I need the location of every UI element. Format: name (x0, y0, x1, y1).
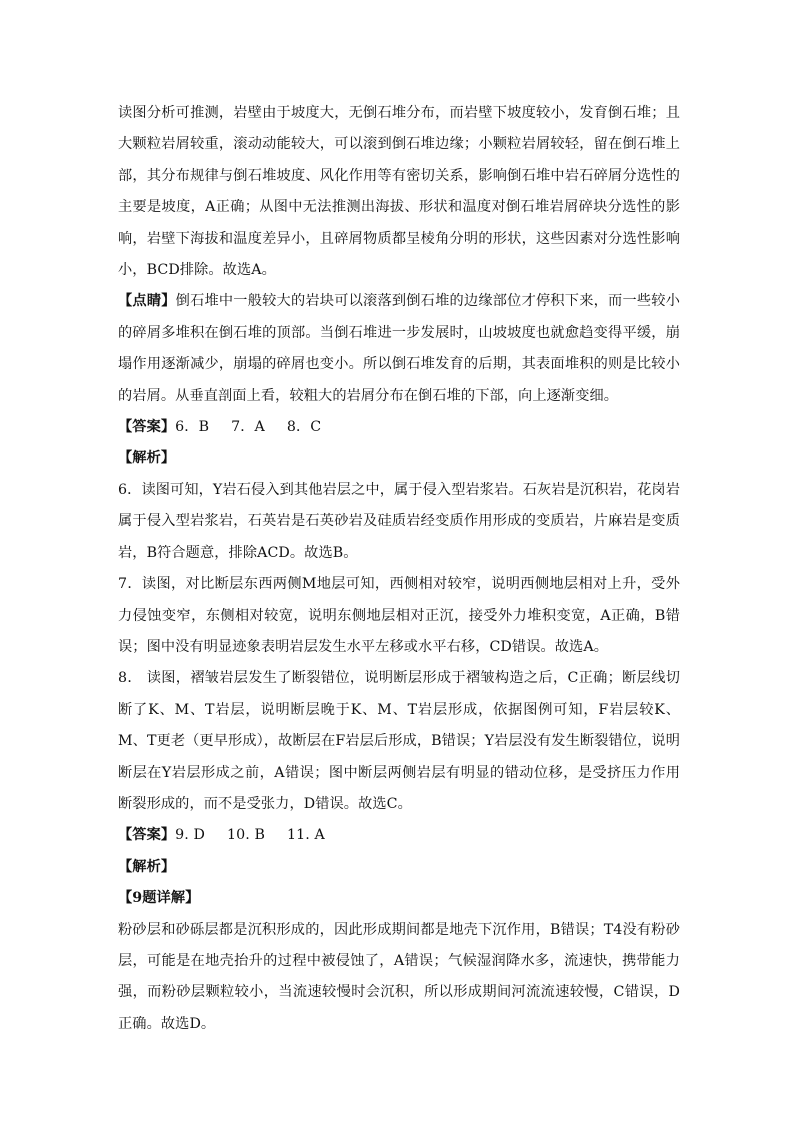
paragraph-q9: 粉砂层和砂砾层都是沉积形成的，因此形成期间都是地壳下沉作用，B错误；T4没有粉砂层，可能是在地壳抬升的过程中被侵蚀了，A错误；气候湿润降水多，流速快，携带能力强，而粉砂层颗粒较小，当流速较慢时会沉积，所以形成期间河流流速较慢，C错误，D正确。故选D。 (118, 921, 680, 1032)
answer-item: 8．C (286, 419, 322, 436)
answer-item: 10. B (226, 827, 265, 844)
analysis-heading: 【解析】 (118, 858, 176, 875)
analysis-heading: 【解析】 (118, 450, 176, 467)
paragraph-key-point (118, 286, 680, 412)
answer-tag: 【答案】 (118, 827, 176, 844)
answer-line-9-11 (118, 820, 680, 851)
answer-item: 11. A (286, 827, 325, 844)
answer-line-6-8 (118, 412, 680, 443)
key-point-tag: 【点睛】 (118, 293, 176, 310)
answer-item: 6．B (175, 419, 210, 436)
paragraph-q6: 6．读图可知，Y岩石侵入到其他岩层之中，属于侵入型岩浆岩。石灰岩是沉积岩，花岗岩属于侵入型岩浆岩，石英岩是石英砂岩及硅质岩经变质作用形成的变质岩，片麻岩是变质岩，B符合题意，排除ACD。故选B。 (118, 481, 680, 561)
paragraph-q7: 7．读图，对比断层东西两侧M地层可知，西侧相对较窄，说明西侧地层相对上升，受外力侵蚀变窄，东侧相对较宽，说明东侧地层相对正沉，接受外力堆积变宽，A正确，B错误；图中没有明显迹象表明岩层发生水平左移或水平右移，CD错误。故选A。 (118, 576, 680, 655)
answer-item: 9. D (175, 827, 205, 844)
paragraph-analysis-intro: 读图分析可推测，岩壁由于坡度大，无倒石堆分布，而岩壁下坡度较小，发育倒石堆；且大颗粒岩屑较重，滚动动能较大，可以滚到倒石堆边缘；小颗粒岩屑较轻，留在倒石堆上部，其分布规律与倒石堆坡度、风化作用等有密切关系，影响倒石堆中岩石碎屑分选性的主要是坡度，A正确；从图中无法推测出海拔、形状和温度对倒石堆岩屑碎块分选性的影响，岩壁下海拔和温度差异小，且碎屑物质都呈棱角分明的形状，这些因素对分选性影响小，BCD排除。故选A。 (118, 105, 680, 279)
key-point-text: 倒石堆中一般较大的岩块可以滚落到倒石堆的边缘部位才停积下来，而一些较小的碎屑多堆积在倒石堆的顶部。当倒石堆进一步发展时，山坡坡度也就愈趋变得平缓，崩塌作用逐渐减少，崩塌的碎屑也变小。所以倒石堆发育的后期，其表面堆积的则是比较小的岩屑。从垂直剖面上看，较粗大的岩屑分布在倒石堆的下部，向上逐渐变细。 (118, 293, 680, 404)
question-9-heading: 【9题详解】 (118, 890, 200, 907)
answer-item: 7．A (231, 419, 265, 436)
answer-tag: 【答案】 (118, 419, 176, 436)
paragraph-q8: 8． 读图，褶皱岩层发生了断裂错位，说明断层形成于褶皱构造之后，C正确；断层线切断了K、M、T岩层，说明断层晚于K、M、T岩层形成，依据图例可知，F岩层较K、M、T更老（更早形成），故断层在F岩层后形成，B错误；Y岩层没有发生断裂错位，说明断层在Y岩层形成之前，A错误；图中断层两侧岩层有明显的错动位移，是受挤压力作用断裂形成的，而不是受张力，D错误。故选C。 (118, 670, 680, 812)
document-page (118, 98, 680, 1040)
